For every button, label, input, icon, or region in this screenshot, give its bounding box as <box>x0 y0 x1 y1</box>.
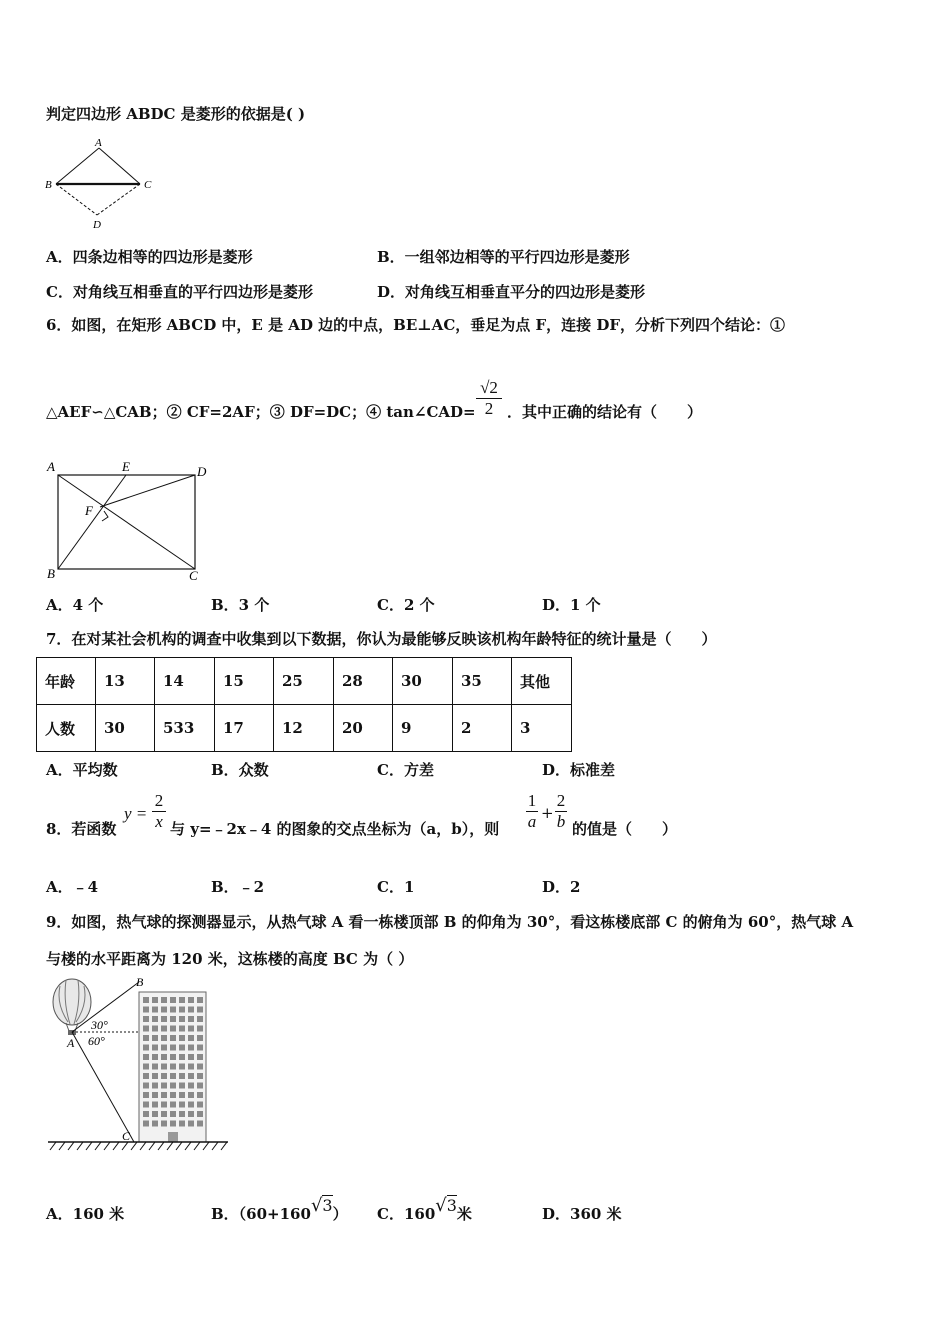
q8-prefix: 8．若函数 <box>46 820 117 838</box>
window <box>197 997 203 1003</box>
q5-option-a[interactable]: A．四条边相等的四边形是菱形 <box>46 248 253 266</box>
label-e: E <box>122 459 130 474</box>
window <box>161 997 167 1003</box>
hatch-mark <box>50 1142 56 1150</box>
window <box>143 1073 149 1079</box>
q9-option-d[interactable]: D．360 米 <box>542 1205 622 1223</box>
edge-ab <box>56 148 99 184</box>
label-b: B <box>136 975 144 989</box>
window <box>197 1092 203 1098</box>
window <box>179 1092 185 1098</box>
q5-stem: 判定四边形 ABDC 是菱形的依据是( ) <box>46 105 306 123</box>
hot-air-balloon <box>53 979 91 1035</box>
q6-fraction <box>476 378 502 419</box>
window <box>143 1016 149 1022</box>
q8-f3-den: b <box>556 812 566 831</box>
window <box>161 1007 167 1013</box>
window <box>170 1026 176 1032</box>
q6-fraction-den: 2 <box>484 399 494 418</box>
window <box>179 1102 185 1108</box>
window <box>143 1035 149 1041</box>
q5-option-b[interactable]: B．一组邻边相等的平行四边形是菱形 <box>377 248 630 266</box>
window <box>179 1121 185 1127</box>
window <box>197 1045 203 1051</box>
q7-stem: 7．在对某社会机构的调查中收集到以下数据，你认为最能够反映该机构年龄特征的统计量是（ ） <box>46 630 717 648</box>
q8-suffix: 的值是（ ） <box>572 820 678 838</box>
hatch-mark <box>95 1142 101 1150</box>
q6-line2-before: △AEF∽△CAB；② CF=2AF；③ DF=DC；④ tan∠CAD= <box>46 403 476 421</box>
table-cell: 17 <box>215 705 274 752</box>
q8-option-b[interactable]: B．﹣2 <box>211 878 265 896</box>
hatch-mark <box>86 1142 92 1150</box>
window <box>188 1045 194 1051</box>
window <box>143 1083 149 1089</box>
hatch-mark <box>122 1142 128 1150</box>
window <box>197 1054 203 1060</box>
window <box>152 1092 158 1098</box>
window <box>179 1083 185 1089</box>
q8-plus: + <box>541 804 554 822</box>
q9-option-b[interactable] <box>211 1195 348 1224</box>
window <box>197 1007 203 1013</box>
table-cell: 其他 <box>512 658 572 705</box>
age-table <box>36 657 572 752</box>
q6-option-b[interactable]: B．3 个 <box>211 596 270 614</box>
window <box>152 1026 158 1032</box>
window <box>152 997 158 1003</box>
window <box>179 1035 185 1041</box>
hatch-mark <box>185 1142 191 1150</box>
table-cell: 14 <box>155 658 215 705</box>
q8-f3-num: 2 <box>556 791 566 810</box>
q7-option-a[interactable]: A．平均数 <box>46 761 118 779</box>
hatch-mark <box>158 1142 164 1150</box>
q8-f2-num: 1 <box>527 791 537 810</box>
label-c: C <box>144 179 152 191</box>
window <box>188 1092 194 1098</box>
hatch-mark <box>59 1142 65 1150</box>
window <box>161 1121 167 1127</box>
label-d: D <box>197 464 207 479</box>
window <box>188 1111 194 1117</box>
window <box>143 1092 149 1098</box>
q8-f1-den: x <box>155 812 163 831</box>
window <box>170 1016 176 1022</box>
window <box>143 1007 149 1013</box>
hatch-mark <box>68 1142 74 1150</box>
label-c: C <box>189 568 198 582</box>
hatch-mark <box>131 1142 137 1150</box>
window <box>161 1045 167 1051</box>
window <box>170 1035 176 1041</box>
window <box>170 1121 176 1127</box>
q9-option-b-pre: B．（60+160 <box>211 1205 311 1223</box>
label-d: D <box>93 219 101 231</box>
window <box>152 1111 158 1117</box>
window <box>170 1007 176 1013</box>
ground-hatching <box>50 1142 227 1150</box>
q9-option-a[interactable]: A．160 米 <box>46 1205 125 1223</box>
hatch-mark <box>113 1142 119 1150</box>
window <box>188 1016 194 1022</box>
window <box>179 1111 185 1117</box>
window <box>197 1026 203 1032</box>
window <box>188 997 194 1003</box>
window <box>188 1054 194 1060</box>
table-cell: 13 <box>96 658 155 705</box>
window <box>161 1092 167 1098</box>
q6-option-a[interactable]: A．4 个 <box>46 596 104 614</box>
window <box>143 1026 149 1032</box>
window <box>152 1007 158 1013</box>
window <box>179 1016 185 1022</box>
window <box>161 1111 167 1117</box>
table-cell: 2 <box>453 705 512 752</box>
window <box>161 1073 167 1079</box>
window <box>188 1026 194 1032</box>
q9-line2: 与楼的水平距离为 120 米，这栋楼的高度 BC 为（ ） <box>46 950 414 968</box>
window <box>152 1064 158 1070</box>
window <box>170 1054 176 1060</box>
table-row <box>37 658 572 705</box>
window <box>152 1016 158 1022</box>
q8-option-a[interactable]: A．﹣4 <box>46 878 99 896</box>
window <box>143 1102 149 1108</box>
window <box>170 997 176 1003</box>
window <box>188 1121 194 1127</box>
window <box>152 1035 158 1041</box>
diagonal-ac <box>58 475 195 569</box>
balloon-building-figure <box>44 974 234 1158</box>
label-a: A <box>47 459 55 474</box>
q8-f2-den: a <box>527 812 537 831</box>
hatch-mark <box>149 1142 155 1150</box>
window <box>197 1121 203 1127</box>
q9-option-c-radicand: 3 <box>446 1196 457 1215</box>
edge-cd <box>97 184 140 215</box>
rectangle-figure <box>44 456 216 582</box>
table-cell: 28 <box>334 658 393 705</box>
q8-fraction-1-over-a <box>526 791 538 832</box>
window <box>143 997 149 1003</box>
line-a-to-c <box>72 1032 134 1142</box>
window <box>143 1121 149 1127</box>
window <box>170 1045 176 1051</box>
window <box>197 1073 203 1079</box>
window <box>188 1035 194 1041</box>
window <box>188 1064 194 1070</box>
hatch-mark <box>77 1142 83 1150</box>
label-c: C <box>122 1129 131 1143</box>
window <box>188 1102 194 1108</box>
q8-option-c[interactable]: C．1 <box>377 878 415 896</box>
label-f: F <box>85 503 93 518</box>
q6-fraction-num: √2 <box>480 378 498 397</box>
window <box>143 1054 149 1060</box>
window <box>188 1083 194 1089</box>
label-a: A <box>95 137 102 149</box>
window <box>179 1045 185 1051</box>
label-30deg: 30° <box>91 1018 108 1032</box>
window <box>161 1102 167 1108</box>
table-cell: 30 <box>96 705 155 752</box>
label-60deg: 60° <box>88 1034 105 1048</box>
table-cell: 30 <box>393 658 453 705</box>
q5-option-d[interactable]: D．对角线互相垂直平分的四边形是菱形 <box>377 283 646 301</box>
window <box>161 1083 167 1089</box>
q9-line1: 9．如图，热气球的探测器显示，从热气球 A 看一栋楼顶部 B 的仰角为 30°，看这栋楼底部 C 的俯角为 60°，热气球 A <box>46 913 854 931</box>
window <box>188 1007 194 1013</box>
window <box>152 1045 158 1051</box>
window <box>152 1083 158 1089</box>
q9-option-c-pre: C．160 <box>377 1205 436 1223</box>
window <box>179 1026 185 1032</box>
sqrt-sign: √ <box>435 1195 447 1216</box>
q7-option-d[interactable]: D．标准差 <box>542 761 616 779</box>
hatch-mark <box>176 1142 182 1150</box>
window <box>161 1064 167 1070</box>
hatch-mark <box>194 1142 200 1150</box>
window <box>152 1102 158 1108</box>
window <box>179 1064 185 1070</box>
label-a: A <box>67 1036 75 1050</box>
q8-y-eq: y = <box>124 804 148 823</box>
window <box>143 1045 149 1051</box>
window <box>143 1064 149 1070</box>
q7-option-c[interactable]: C．方差 <box>377 761 434 779</box>
window <box>197 1102 203 1108</box>
segment-be <box>58 475 126 569</box>
table-row <box>37 705 572 752</box>
window <box>197 1083 203 1089</box>
table-cell: 9 <box>393 705 453 752</box>
hatch-mark <box>212 1142 218 1150</box>
window <box>161 1035 167 1041</box>
table-cell: 人数 <box>37 705 96 752</box>
sqrt-sign: √ <box>310 1195 323 1216</box>
window <box>170 1064 176 1070</box>
hatch-mark <box>167 1142 173 1150</box>
building-door <box>168 1132 178 1142</box>
q7-option-b[interactable]: B．众数 <box>211 761 269 779</box>
window <box>170 1073 176 1079</box>
q8-middle: 与 y=﹣2x﹣4 的图象的交点坐标为（a，b），则 <box>170 820 500 838</box>
window <box>197 1016 203 1022</box>
window <box>152 1121 158 1127</box>
table-cell: 35 <box>453 658 512 705</box>
window <box>197 1035 203 1041</box>
q8-fraction-2-over-b <box>555 791 567 832</box>
window <box>179 1073 185 1079</box>
window <box>179 1054 185 1060</box>
q5-option-c[interactable]: C．对角线互相垂直的平行四边形是菱形 <box>46 283 313 301</box>
edge-ac <box>99 148 140 184</box>
q9-option-c[interactable] <box>377 1195 472 1224</box>
table-cell: 3 <box>512 705 572 752</box>
q6-line1: 6．如图，在矩形 ABCD 中，E 是 AD 边的中点，BE⊥AC，垂足为点 F，连接 DF，分析下列四个结论：① <box>46 316 786 334</box>
q9-option-c-post: 米 <box>456 1205 472 1223</box>
hatch-mark <box>104 1142 110 1150</box>
right-angle-mark <box>102 511 108 521</box>
table-cell: 533 <box>155 705 215 752</box>
label-b: B <box>47 566 55 581</box>
hatch-mark <box>221 1142 227 1150</box>
window <box>161 1016 167 1022</box>
q8-fraction-2-over-x <box>152 791 166 832</box>
window <box>170 1111 176 1117</box>
hatch-mark <box>140 1142 146 1150</box>
window <box>188 1073 194 1079</box>
q6-line2-after: ．其中正确的结论有（ ） <box>507 403 703 421</box>
q6-option-c[interactable]: C．2 个 <box>377 596 435 614</box>
rhombus-figure <box>40 136 160 234</box>
table-cell: 25 <box>274 658 334 705</box>
window <box>179 997 185 1003</box>
window <box>143 1111 149 1117</box>
window <box>197 1111 203 1117</box>
q9-option-b-radicand: 3 <box>322 1196 333 1215</box>
window <box>161 1054 167 1060</box>
q6-option-d[interactable]: D．1 个 <box>542 596 601 614</box>
q8-option-d[interactable]: D．2 <box>542 878 581 896</box>
label-b: B <box>45 179 52 191</box>
window <box>152 1073 158 1079</box>
table-cell: 12 <box>274 705 334 752</box>
window <box>170 1092 176 1098</box>
window <box>179 1007 185 1013</box>
q9-option-b-post: ） <box>332 1205 348 1223</box>
hatch-mark <box>203 1142 209 1150</box>
edge-bd <box>56 184 97 215</box>
window <box>152 1054 158 1060</box>
table-cell: 15 <box>215 658 274 705</box>
q8-f1-num: 2 <box>154 791 164 810</box>
table-cell: 年龄 <box>37 658 96 705</box>
window <box>170 1083 176 1089</box>
window <box>170 1102 176 1108</box>
window <box>197 1064 203 1070</box>
table-cell: 20 <box>334 705 393 752</box>
window <box>161 1026 167 1032</box>
